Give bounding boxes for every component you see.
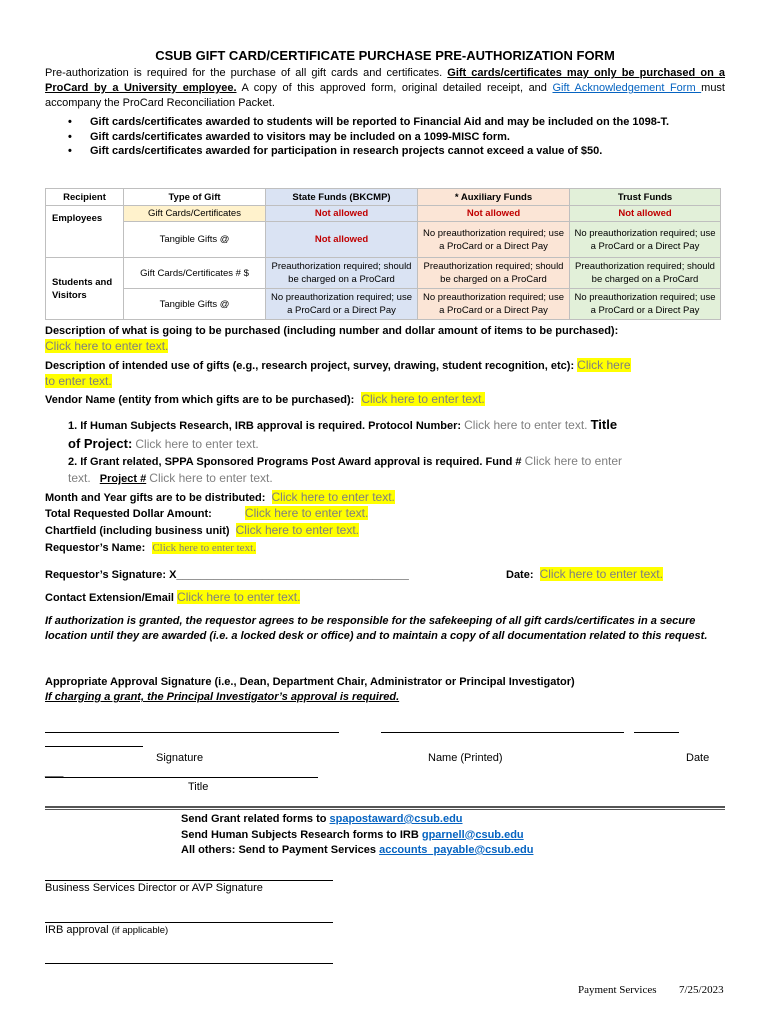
- project-title-input[interactable]: Click here to enter text.: [135, 437, 259, 451]
- intro-text-1: Pre-authorization is required for the purchase of all gift cards and certificates.: [45, 67, 448, 79]
- header-recipient: Recipient: [46, 189, 124, 206]
- payment-services-email-link[interactable]: accounts_payable@csub.edu: [379, 844, 534, 856]
- chartfield-field: [45, 523, 735, 539]
- cell-preauth: Preauthorization required; should be charged on a ProCard: [570, 258, 721, 289]
- rules-list: [68, 115, 728, 159]
- vendor-label: Vendor Name (entity from which gifts are to be purchased):: [45, 394, 355, 406]
- spa-email-link[interactable]: spapostaward@csub.edu: [329, 813, 463, 825]
- approval-title-line[interactable]: [45, 777, 318, 778]
- total-amount-field: [45, 506, 735, 522]
- irb-approval-caption: [45, 924, 168, 936]
- irb-approval-label: IRB approval: [45, 924, 109, 936]
- header-trust-funds: Trust Funds: [570, 189, 721, 206]
- month-year-field: [45, 490, 735, 506]
- chartfield-label: Chartfield (including business unit): [45, 525, 230, 537]
- type-gift-cards-students: Gift Cards/Certificates # $: [124, 258, 266, 289]
- intro-bold-rule: Gift cards/certificates may only be purchased on a ProCard by a University employee.: [45, 67, 726, 94]
- requestor-name-label: Requestor’s Name:: [45, 542, 146, 554]
- date-field: [506, 567, 663, 583]
- fund-input[interactable]: Click here to enter: [524, 454, 623, 468]
- irb-email-link[interactable]: gparnell@csub.edu: [421, 828, 524, 841]
- grant-approval-note: If charging a grant, the Principal Investigator’s approval is required.: [45, 691, 400, 703]
- cell-preauth: Preauthorization required; should be charged on a ProCard: [266, 258, 418, 289]
- project-number-input[interactable]: Click here to enter text.: [149, 471, 273, 485]
- header-type-of-gift: Type of Gift: [124, 189, 266, 206]
- cell-not-allowed: Not allowed: [418, 206, 570, 222]
- gift-acknowledgement-link[interactable]: Gift Acknowledgement Form: [552, 82, 702, 94]
- title-label-a: Title: [590, 417, 618, 432]
- cell-not-allowed: Not allowed: [266, 222, 418, 258]
- cell-not-allowed: Not allowed: [570, 206, 721, 222]
- total-amount-label: Total Requested Dollar Amount:: [45, 508, 212, 520]
- cell-no-preauth: No preauthorization required; use a ProCard or a Direct Pay: [570, 289, 721, 320]
- funding-rules-table: [45, 188, 721, 320]
- name-printed-caption: Name (Printed): [428, 752, 503, 764]
- type-tangible-gifts: Tangible Gifts @: [124, 222, 266, 258]
- requestor-signature-line[interactable]: Requestor’s Signature: X______________________________________: [45, 569, 409, 581]
- send-instructions: [181, 812, 533, 859]
- requestor-name-field: [45, 541, 735, 556]
- intended-use-input[interactable]: Click here: [577, 358, 631, 372]
- authorization-statement: If authorization is granted, the requestor agrees to be responsible for the safekeeping of all gift cards/certificates in a secure location until they are awarded (i.e. a locked desk or office) and to maintain a copy of all documentation related to this request.: [45, 615, 708, 642]
- cell-no-preauth: No preauthorization required; use a ProCard or a Direct Pay: [418, 222, 570, 258]
- rule-item: • Gift cards/certificates awarded to visitors may be included on a 1099-MISC form.: [68, 130, 728, 145]
- type-gift-cards: Gift Cards/Certificates: [124, 206, 266, 222]
- date-input[interactable]: Click here to enter text.: [539, 567, 663, 581]
- approval-section: [45, 675, 735, 705]
- approval-name-line[interactable]: [381, 732, 624, 733]
- type-tangible-gifts: Tangible Gifts @: [124, 289, 266, 320]
- approval-date-line[interactable]: [634, 732, 679, 733]
- irb-label: 1. If Human Subjects Research, IRB approval is required. Protocol Number:: [68, 420, 462, 432]
- signature-caption: Signature: [156, 752, 204, 764]
- irb-field: [68, 416, 728, 454]
- date-label: Date:: [506, 569, 534, 581]
- title-caption: Title: [188, 781, 209, 793]
- date-caption: Date: [686, 752, 710, 764]
- fund-input-cont[interactable]: text.: [68, 471, 91, 485]
- intro-text-3: must accompany the ProCard Reconciliation Packet.: [45, 82, 725, 109]
- intended-use-input-cont[interactable]: to enter text.: [45, 374, 112, 388]
- description-input[interactable]: Click here to enter text.: [45, 339, 169, 353]
- approval-signature-line[interactable]: [45, 732, 339, 733]
- grant-label: 2. If Grant related, SPPA Sponsored Programs Post Award approval is required. Fund #: [68, 456, 522, 468]
- cell-no-preauth: No preauthorization required; use a ProCard or a Direct Pay: [266, 289, 418, 320]
- send-grant-label: Send Grant related forms to: [181, 813, 330, 825]
- title-label-b: of Project:: [68, 436, 133, 451]
- cell-not-allowed: Not allowed: [266, 206, 418, 222]
- irb-signature-line[interactable]: [45, 922, 333, 923]
- section-divider: [45, 806, 725, 810]
- cell-no-preauth: No preauthorization required; use a ProCard or a Direct Pay: [570, 222, 721, 258]
- footer-department: Payment Services: [578, 984, 657, 996]
- project-label: Project #: [99, 473, 147, 485]
- extra-signature-line[interactable]: [45, 963, 333, 964]
- description-field: [45, 324, 725, 355]
- chartfield-input[interactable]: Click here to enter text.: [235, 523, 360, 537]
- vendor-field: [45, 392, 735, 408]
- business-signature-caption: Business Services Director or AVP Signature: [45, 882, 263, 894]
- contact-label: Contact Extension/Email: [45, 592, 174, 604]
- send-grant: [181, 812, 533, 828]
- send-others: [181, 843, 533, 859]
- send-irb-label: Send Human Subjects Research forms to IRB: [181, 828, 422, 841]
- send-irb: [181, 828, 533, 844]
- title-prefix: ___: [45, 766, 64, 778]
- requestor-name-input[interactable]: Click here to enter text.: [152, 542, 256, 554]
- month-year-input[interactable]: Click here to enter text.: [271, 490, 395, 504]
- contact-input[interactable]: Click here to enter text.: [177, 590, 301, 604]
- approval-label: Appropriate Approval Signature (i.e., Dean, Department Chair, Administrator or Principal Investigator): [45, 676, 575, 688]
- recipient-students-visitors: Students and Visitors: [46, 258, 124, 320]
- footer-date: 7/25/2023: [679, 984, 724, 996]
- description-label: Description of what is going to be purchased (including number and dollar amount of items to be purchased):: [45, 325, 619, 337]
- total-amount-input[interactable]: Click here to enter text.: [244, 506, 369, 520]
- recipient-employees: Employees: [46, 206, 124, 258]
- protocol-number-input[interactable]: Click here to enter text.: [464, 418, 588, 432]
- send-others-label: All others: Send to Payment Services: [181, 844, 380, 856]
- header-auxiliary-funds: * Auxiliary Funds: [418, 189, 570, 206]
- rule-item: • Gift cards/certificates awarded to students will be reported to Financial Aid and may be included on the 1098-T.: [68, 115, 728, 130]
- approval-date-line-cont[interactable]: [45, 746, 143, 747]
- intended-use-field: [45, 358, 725, 390]
- grant-field: [68, 453, 728, 487]
- intro-text-2: A copy of this approved form, original detailed receipt, and: [236, 82, 553, 94]
- irb-approval-note: (if applicable): [111, 925, 169, 936]
- intended-use-label: Description of intended use of gifts (e.g., research project, survey, drawing, student recognition, etc):: [45, 360, 575, 372]
- month-year-label: Month and Year gifts are to be distributed:: [45, 492, 266, 504]
- cell-preauth: Preauthorization required; should be charged on a ProCard: [418, 258, 570, 289]
- page-title: CSUB GIFT CARD/CERTIFICATE PURCHASE PRE-AUTHORIZATION FORM: [155, 48, 615, 63]
- intro-paragraph: [45, 66, 725, 111]
- header-state-funds: State Funds (BKCMP): [266, 189, 418, 206]
- vendor-input[interactable]: Click here to enter text.: [361, 392, 485, 406]
- business-signature-line[interactable]: [45, 880, 333, 881]
- contact-field: [45, 590, 735, 606]
- cell-no-preauth: No preauthorization required; use a ProCard or a Direct Pay: [418, 289, 570, 320]
- rule-item: • Gift cards/certificates awarded for participation in research projects cannot exceed a value of $50.: [68, 144, 728, 159]
